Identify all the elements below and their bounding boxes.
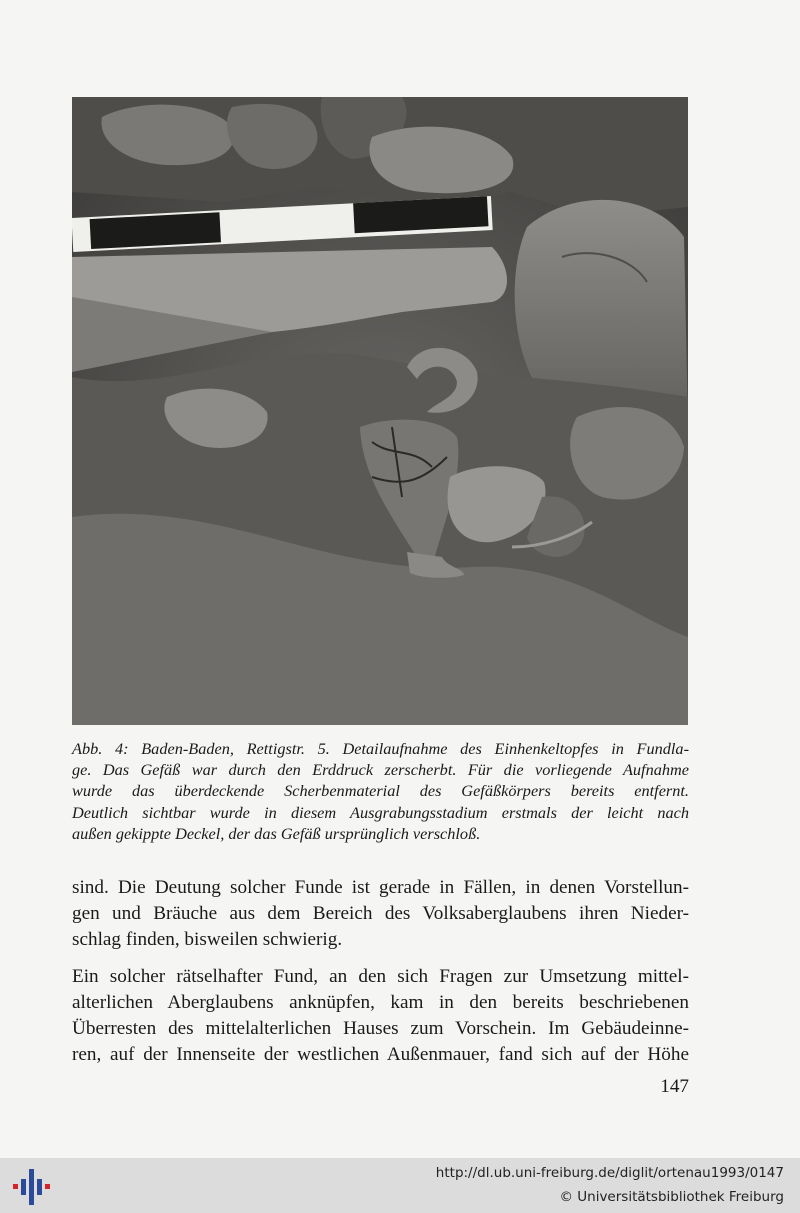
footer-bar xyxy=(0,1158,800,1213)
figure-caption xyxy=(72,738,689,844)
caption-line: Abb. 4: Baden-Baden, Rettigstr. 5. Detailaufnahme des Einhenkeltopfes in Fundla- xyxy=(72,739,689,758)
text-line: gen und Bräuche aus dem Bereich des Volksaberglaubens ihren Nieder- xyxy=(72,903,689,924)
excavation-photo xyxy=(72,97,688,725)
text-line: Ein solcher rätselhafter Fund, an den sich Fragen zur Umsetzung mittel- xyxy=(72,966,689,987)
text-line: ren, auf der Innenseite der westlichen Außenmauer, fand sich auf der Höhe xyxy=(72,1044,689,1065)
caption-line: außen gekippte Deckel, der das Gefäß ursprünglich verschloß. xyxy=(72,823,481,843)
body-paragraph-1 xyxy=(72,875,689,953)
caption-line: wurde das überdeckende Scherbenmaterial des Gefäßkörpers bereits entfernt. xyxy=(72,781,689,801)
caption-line: ge. Das Gefäß war durch den Erddruck zerscherbt. Für die vorliegende Aufnahme xyxy=(72,760,689,780)
page-number: 147 xyxy=(660,1076,689,1097)
body-paragraph-2 xyxy=(72,964,689,1068)
source-link[interactable]: http://dl.ub.uni-freiburg.de/diglit/ortenau1993/0147 xyxy=(435,1165,784,1181)
text-line: alterlichen Aberglaubens anknüpfen, kam in den bereits beschriebenen xyxy=(72,992,689,1013)
copyright-text: © Universitätsbibliothek Freiburg xyxy=(559,1189,784,1205)
text-line: schlag finden, bisweilen schwierig. xyxy=(72,929,343,950)
excavation-photo-graphic xyxy=(72,97,688,725)
caption-line: Deutlich sichtbar wurde in diesem Ausgrabungsstadium erstmals der leicht nach xyxy=(72,802,689,822)
text-line: sind. Die Deutung solcher Funde ist gerade in Fällen, in denen Vorstellun- xyxy=(72,877,689,898)
text-line: Überresten des mittelalterlichen Hauses zum Vorschein. Im Gebäudeinne- xyxy=(72,1018,689,1039)
library-logo-icon xyxy=(10,1167,50,1207)
